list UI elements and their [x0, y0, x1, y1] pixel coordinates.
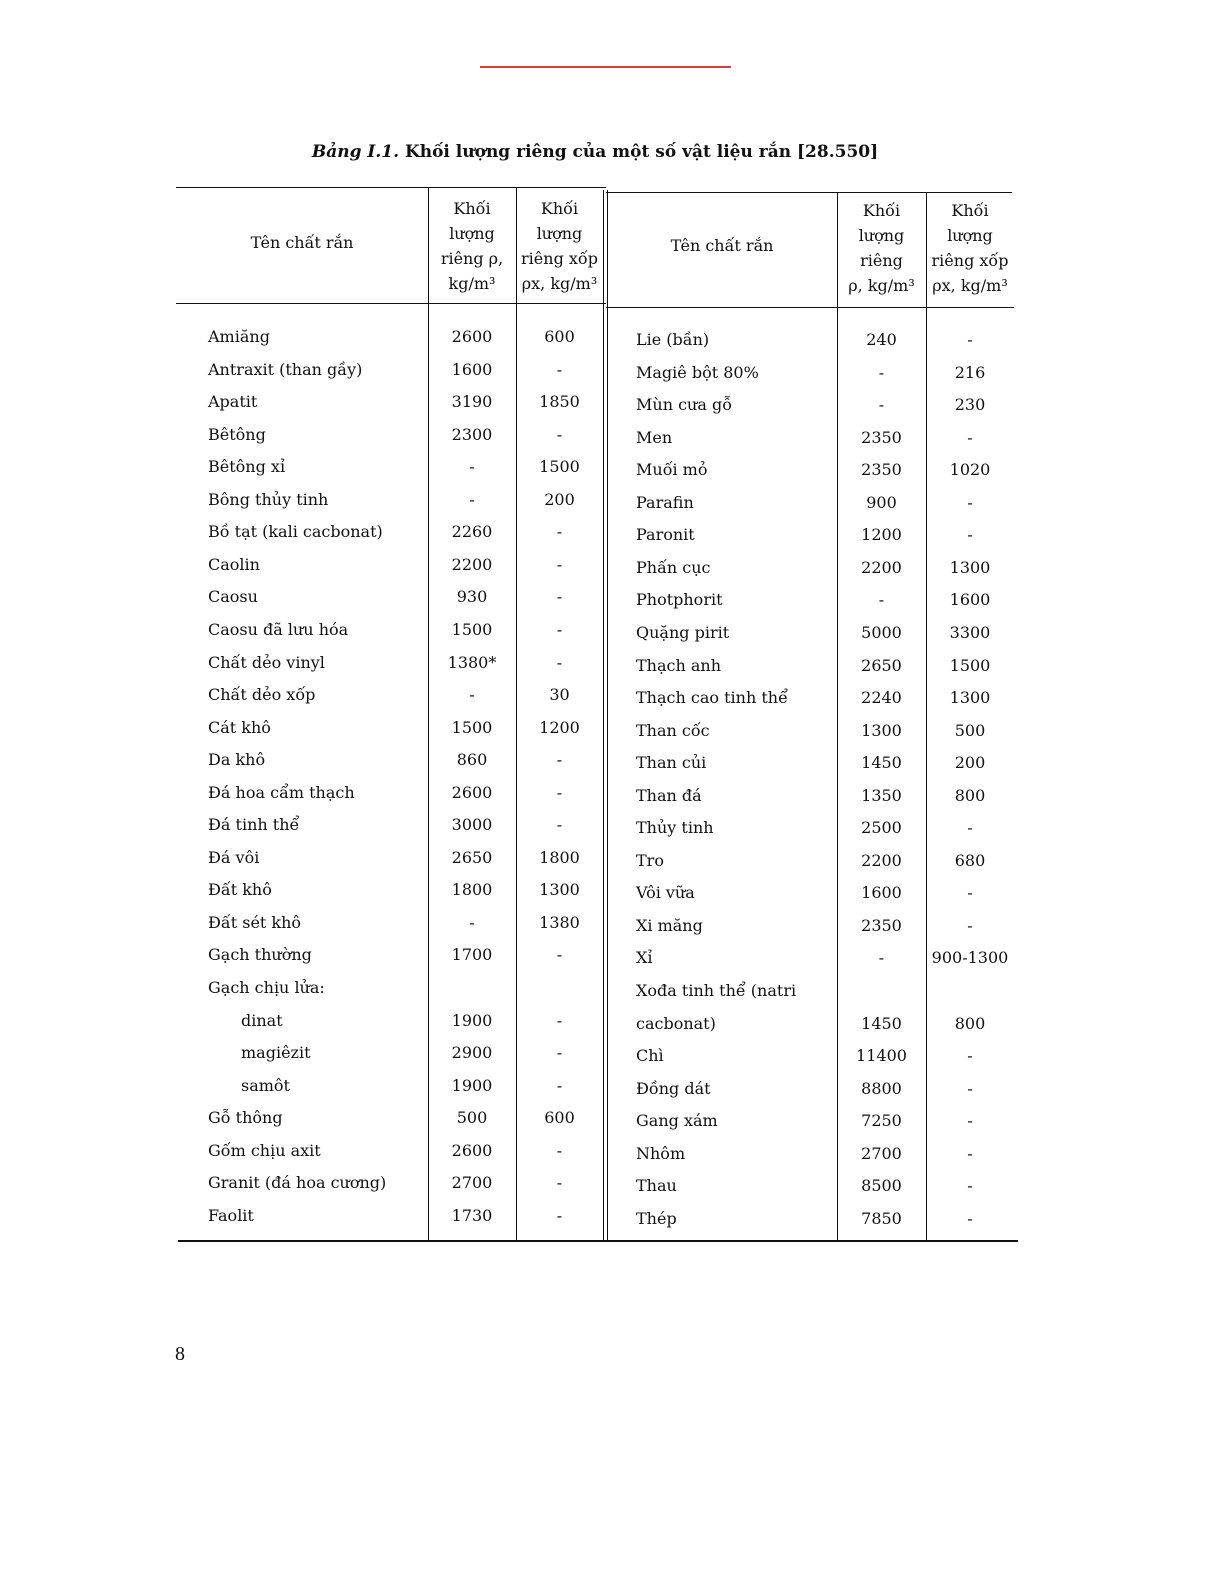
bulk-density-value: 3300	[949, 622, 991, 642]
bulk-density-value: 1300	[949, 688, 991, 708]
material-name: Granit (đá hoa cương)	[208, 1173, 387, 1193]
bulk-density-value: 500	[954, 720, 986, 740]
page-number: 8	[175, 1343, 185, 1365]
material-name: Thạch anh	[636, 655, 722, 675]
material-name: Phấn cục	[636, 557, 711, 577]
bulk-density-value: -	[556, 1075, 563, 1095]
table-bottom-rule	[178, 1240, 1018, 1242]
material-name: Xi măng	[636, 915, 703, 935]
bulk-density-value: -	[967, 1176, 973, 1196]
material-name: Than cốc	[636, 720, 710, 740]
bulk-density-value: -	[967, 330, 973, 349]
density-value: 1700	[451, 945, 493, 965]
material-name: Da khô	[208, 750, 266, 770]
header-line: ρx, kg/m³	[932, 276, 1008, 295]
bulk-density-value: -	[967, 883, 973, 903]
material-name: Gạch thường	[208, 945, 312, 965]
material-name: cacbonat)	[636, 1013, 716, 1033]
bulk-density-value: 30	[549, 685, 570, 705]
material-name: Thủy tinh	[636, 818, 714, 838]
material-name: Men	[636, 427, 673, 447]
caption-label: Bảng I.1.	[311, 142, 400, 162]
material-name: Apatit	[208, 392, 258, 412]
density-value: 1450	[861, 1013, 902, 1033]
density-value: 2600	[451, 1140, 493, 1160]
header-name-left: Tên chất rắn	[250, 233, 354, 252]
density-value: -	[878, 362, 885, 382]
material-name: dinat	[241, 1010, 283, 1030]
material-name: Mùn cưa gỗ	[636, 395, 732, 415]
header-line: riêng	[860, 251, 903, 270]
material-name: Than đá	[636, 785, 702, 805]
bulk-density-value: -	[967, 427, 973, 447]
header-line: Khối	[540, 199, 579, 218]
header-density-right	[837, 198, 926, 298]
bulk-density-value: -	[556, 815, 563, 835]
material-name: Cát khô	[208, 717, 271, 737]
density-value: 7850	[861, 1208, 902, 1228]
material-name: Đất sét khô	[208, 912, 302, 932]
bulk-density-value: -	[556, 1173, 563, 1193]
density-value: 2500	[861, 818, 902, 838]
density-value: 5000	[861, 622, 902, 642]
header-line: ρx, kg/m³	[521, 274, 598, 293]
density-value: 2650	[451, 847, 493, 867]
bulk-density-value: -	[556, 554, 563, 574]
bulk-density-value: 800	[954, 1013, 986, 1033]
bulk-density-value: -	[556, 522, 563, 542]
bulk-density-value: 200	[954, 753, 986, 773]
col-divider-double	[603, 190, 604, 1242]
bulk-density-value: 1300	[539, 880, 580, 900]
material-name: Gang xám	[636, 1111, 718, 1131]
density-value: 930	[456, 587, 488, 607]
bulk-density-value: -	[556, 587, 563, 607]
bulk-density-value: 1200	[539, 717, 580, 737]
header-rule	[480, 66, 731, 68]
bulk-density-value: -	[556, 1043, 563, 1063]
bulk-density-value: -	[556, 359, 563, 379]
material-name: Đá vôi	[208, 847, 260, 867]
material-name: Than củi	[636, 753, 707, 773]
header-bulk-right	[926, 198, 1014, 298]
table-caption	[0, 142, 1190, 162]
bulk-density-value: -	[967, 492, 973, 512]
material-name: Caolin	[208, 554, 260, 574]
material-name: magiêzit	[241, 1043, 311, 1063]
header-line: kg/m³	[448, 274, 496, 293]
density-value: 11400	[856, 1046, 907, 1066]
bulk-density-value: 600	[544, 327, 575, 346]
material-name: Amiăng	[208, 327, 270, 346]
density-value: 500	[456, 1108, 488, 1128]
bulk-density-value: -	[556, 1010, 563, 1030]
density-value: 2600	[451, 327, 493, 346]
col-divider-double	[607, 190, 608, 1242]
material-name: Xođa tinh thể (natri	[636, 981, 797, 1000]
density-value: 1600	[451, 359, 493, 379]
material-name: Tro	[636, 850, 664, 870]
material-name: Vôi vữa	[636, 883, 695, 903]
header-bulk-left	[516, 196, 603, 296]
bulk-density-value: 1500	[949, 655, 991, 675]
density-value: 2300	[451, 424, 493, 444]
header-line: Khối	[453, 199, 491, 218]
density-value: 2200	[861, 850, 902, 870]
bulk-density-value: -	[556, 750, 563, 770]
density-value: 2350	[861, 915, 902, 935]
bulk-density-value: 900-1300	[931, 948, 1009, 968]
density-value: 1900	[451, 1010, 493, 1030]
material-name: Caosu đã lưu hóa	[208, 619, 349, 639]
bulk-density-value: 1850	[539, 392, 580, 412]
material-name: Faolit	[208, 1205, 254, 1225]
material-name: Paronit	[636, 525, 695, 545]
density-value: 2700	[451, 1173, 493, 1193]
density-value: 2900	[451, 1043, 493, 1063]
header-line: riêng xốp	[931, 251, 1009, 270]
bulk-density-value: -	[556, 1140, 563, 1160]
material-name: Đá hoa cẩm thạch	[208, 782, 355, 802]
material-name: Magiê bột 80%	[636, 362, 759, 382]
density-value: 2700	[861, 1143, 902, 1163]
material-name: Chì	[636, 1046, 664, 1066]
table-top-rule-left	[176, 187, 606, 188]
bulk-density-value: -	[967, 1046, 973, 1066]
density-value: 1500	[451, 717, 493, 737]
density-value: 2260	[451, 522, 493, 542]
density-value: -	[878, 395, 885, 415]
bulk-density-value: 1500	[539, 457, 580, 477]
material-name: samôt	[241, 1075, 290, 1095]
bulk-density-value: 216	[954, 362, 986, 382]
bulk-density-value: 800	[954, 785, 986, 805]
material-name: Xỉ	[636, 948, 653, 968]
density-value: 2350	[861, 460, 902, 480]
bulk-density-value: 600	[544, 1108, 575, 1128]
bulk-density-value: 1380	[539, 912, 580, 932]
bulk-density-value: 200	[544, 489, 575, 509]
density-value: 2350	[861, 427, 902, 447]
bulk-density-value: 230	[954, 395, 986, 415]
bulk-density-value: -	[967, 818, 973, 838]
density-value: 3190	[451, 392, 493, 412]
density-value: 1200	[861, 525, 902, 545]
bulk-density-value: -	[556, 424, 563, 444]
material-name: Muối mỏ	[636, 460, 708, 480]
header-line: lượng	[449, 224, 495, 243]
bulk-density-value: -	[556, 945, 563, 965]
material-name: Parafin	[636, 492, 694, 512]
bulk-density-value: -	[556, 652, 563, 672]
density-value: 1900	[451, 1075, 493, 1095]
density-value: 1350	[861, 785, 902, 805]
density-value: 3000	[451, 815, 493, 835]
header-name-right: Tên chất rắn	[670, 236, 774, 255]
header-bottom-rule-left	[176, 303, 606, 304]
density-value: 1600	[861, 883, 902, 903]
bulk-density-value: 1300	[949, 557, 991, 577]
density-value: 7250	[861, 1111, 902, 1131]
header-line: Khối	[951, 201, 989, 220]
density-value: -	[469, 685, 475, 705]
header-bottom-rule-right	[606, 307, 1014, 308]
bulk-density-value: -	[556, 1205, 563, 1225]
material-name: Nhôm	[636, 1143, 686, 1163]
bulk-density-value: 1020	[949, 460, 991, 480]
bulk-density-value: -	[967, 525, 973, 545]
material-name: Đất khô	[208, 880, 272, 900]
material-name: Bêtông	[208, 424, 266, 444]
material-name: Bồ tạt (kali cacbonat)	[208, 522, 383, 542]
material-name: Quặng pirit	[636, 622, 730, 642]
density-value: 1730	[451, 1205, 493, 1225]
bulk-density-value: -	[967, 1078, 973, 1098]
density-value: 1300	[861, 720, 902, 740]
material-name: Thép	[636, 1208, 677, 1228]
bulk-density-value: -	[556, 782, 563, 802]
density-value: 2200	[861, 557, 902, 577]
material-name: Đá tinh thể	[208, 815, 300, 835]
material-name: Thạch cao tinh thể	[636, 688, 788, 708]
header-line: riêng xốp	[521, 249, 598, 268]
material-name: Photphorit	[636, 590, 723, 610]
material-name: Thau	[636, 1176, 677, 1196]
caption-text: Khối lượng riêng của một số vật liệu rắn [28.550]	[404, 142, 879, 162]
density-value: 900	[866, 492, 897, 512]
header-line: ρ, kg/m³	[848, 276, 915, 295]
density-value: -	[469, 912, 475, 932]
material-name: Caosu	[208, 587, 258, 607]
bulk-density-value: -	[967, 1111, 973, 1131]
material-name: Bêtông xỉ	[208, 457, 286, 477]
bulk-density-value: -	[556, 619, 563, 639]
density-value: 1380*	[447, 652, 497, 672]
density-value: 860	[456, 750, 488, 770]
density-value: -	[469, 457, 475, 477]
density-value: 240	[866, 330, 897, 349]
header-density-left	[428, 196, 516, 296]
density-value: 2650	[861, 655, 902, 675]
bulk-density-value: -	[967, 1208, 973, 1228]
bulk-density-value: -	[967, 915, 973, 935]
header-line: lượng	[536, 224, 583, 243]
material-name: Bông thủy tinh	[208, 489, 329, 509]
density-value: 1500	[451, 619, 493, 639]
material-name: Gốm chịu axit	[208, 1140, 321, 1160]
bulk-density-value: 680	[954, 850, 986, 870]
table-top-rule-right	[606, 192, 1012, 193]
density-value: 2200	[451, 554, 493, 574]
header-line: Khối	[862, 201, 901, 220]
bulk-density-value: 1600	[949, 590, 991, 610]
density-value: 8500	[861, 1176, 902, 1196]
material-name: Antraxit (than gầy)	[208, 359, 363, 379]
density-value: 8800	[861, 1078, 902, 1098]
header-line: lượng	[947, 226, 993, 245]
density-value: -	[878, 948, 885, 968]
material-name: Lie (bần)	[636, 330, 710, 349]
bulk-density-value: -	[967, 1143, 973, 1163]
header-line: riêng ρ,	[440, 249, 504, 268]
density-value: 1800	[451, 880, 493, 900]
material-name: Chất dẻo xốp	[208, 685, 316, 705]
density-value: -	[878, 590, 885, 610]
density-value: 1450	[861, 753, 902, 773]
header-line: lượng	[858, 226, 905, 245]
density-value: 2600	[451, 782, 493, 802]
bulk-density-value: 1800	[539, 847, 580, 867]
material-name: Chất dẻo vinyl	[208, 652, 325, 672]
material-name: Đồng dát	[636, 1078, 711, 1098]
density-value: -	[469, 489, 475, 509]
material-name: Gỗ thông	[208, 1108, 283, 1128]
density-value: 2240	[861, 688, 902, 708]
material-name: Gạch chịu lửa:	[208, 978, 325, 997]
